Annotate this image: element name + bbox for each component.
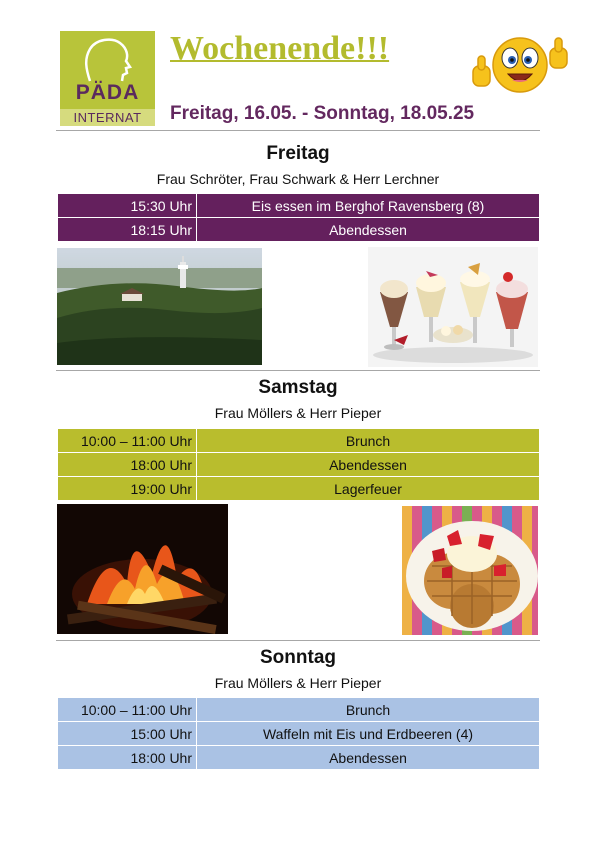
day-heading-saturday: Samstag xyxy=(258,377,338,398)
staff-saturday: Frau Möllers & Herr Pieper xyxy=(214,405,382,421)
thumbs-up-smiley-icon xyxy=(470,28,570,100)
divider xyxy=(56,640,540,641)
photo-forest-tower xyxy=(57,248,262,365)
head-silhouette-icon xyxy=(60,31,155,86)
event-cell: Lagerfeuer xyxy=(197,477,540,501)
schedule-table-sunday xyxy=(57,697,540,770)
logo-word-internat: INTERNAT xyxy=(60,109,155,126)
time-cell: 19:00 Uhr xyxy=(58,477,197,501)
time-cell: 15:30 Uhr xyxy=(58,194,197,218)
event-cell: Brunch xyxy=(197,429,540,453)
time-cell: 18:00 Uhr xyxy=(58,453,197,477)
event-cell: Abendessen xyxy=(197,746,540,770)
table-row xyxy=(58,698,540,722)
event-cell: Brunch xyxy=(197,698,540,722)
schedule-table-friday xyxy=(57,193,540,242)
divider xyxy=(56,370,540,371)
logo-word-paeda: PÄDA xyxy=(75,81,140,104)
time-cell: 18:15 Uhr xyxy=(58,218,197,242)
time-cell: 10:00 – 11:00 Uhr xyxy=(58,429,197,453)
divider xyxy=(56,130,540,131)
staff-friday: Frau Schröter, Frau Schwark & Herr Lerchner xyxy=(156,171,440,187)
event-cell: Waffeln mit Eis und Erdbeeren (4) xyxy=(197,722,540,746)
event-cell: Eis essen im Berghof Ravensberg (8) xyxy=(197,194,540,218)
time-cell: 15:00 Uhr xyxy=(58,722,197,746)
page-title: Wochenende!!! xyxy=(170,30,390,67)
day-heading-sunday: Sonntag xyxy=(260,647,336,668)
table-row xyxy=(58,746,540,770)
table-row xyxy=(58,194,540,218)
table-row xyxy=(58,722,540,746)
staff-sunday: Frau Möllers & Herr Pieper xyxy=(214,675,382,691)
photo-ice-cream xyxy=(368,247,538,367)
schedule-table-saturday xyxy=(57,428,540,501)
time-cell: 10:00 – 11:00 Uhr xyxy=(58,698,197,722)
event-cell: Abendessen xyxy=(197,218,540,242)
table-row xyxy=(58,477,540,501)
table-row xyxy=(58,429,540,453)
photo-waffles xyxy=(402,506,538,635)
day-heading-friday: Freitag xyxy=(266,143,330,164)
photo-campfire xyxy=(57,504,228,634)
table-row xyxy=(58,453,540,477)
time-cell: 18:00 Uhr xyxy=(58,746,197,770)
paeda-internat-logo xyxy=(60,31,155,126)
event-cell: Abendessen xyxy=(197,453,540,477)
table-row xyxy=(58,218,540,242)
date-range: Freitag, 16.05. - Sonntag, 18.05.25 xyxy=(170,103,475,124)
